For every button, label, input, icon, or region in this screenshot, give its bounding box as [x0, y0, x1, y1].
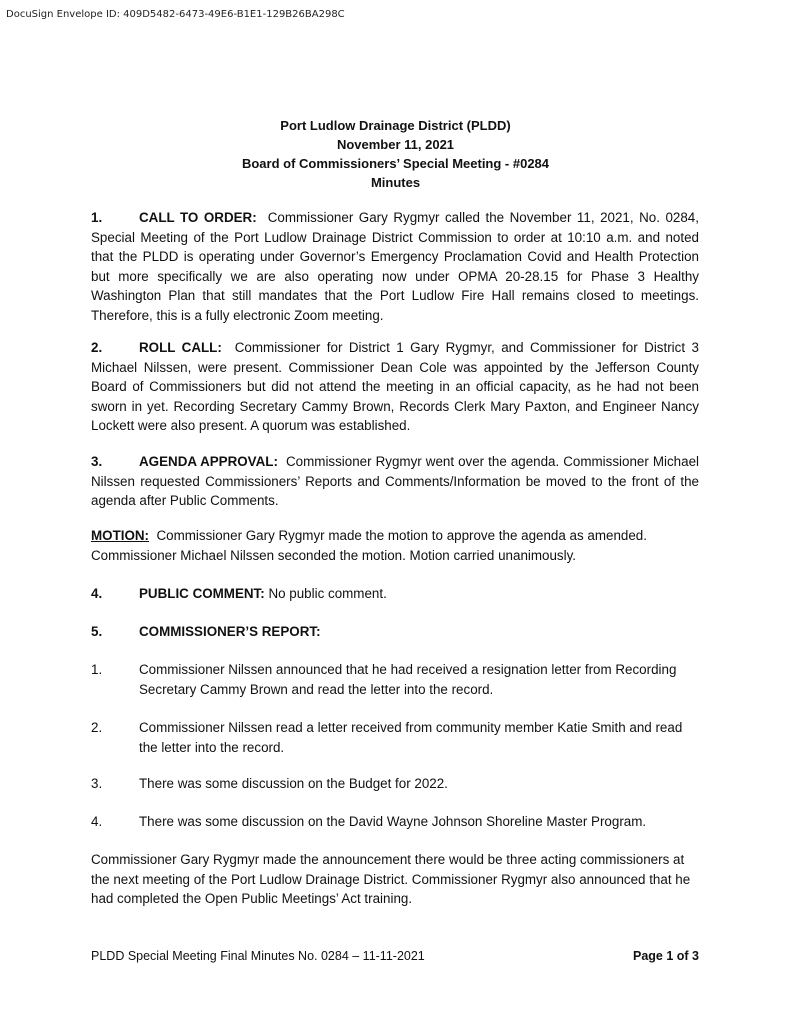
list-item [91, 812, 699, 832]
section-public-comment [91, 584, 699, 604]
list-item [91, 660, 699, 699]
section-heading: AGENDA APPROVAL: [139, 454, 278, 469]
list-item-number: 1. [91, 662, 103, 677]
section-text: Commissioner for District 1 Gary Rygmyr, and Commissioner for District 3 Michael Nilssen, were present. Commissioner Dean Cole was appointed by the Jefferson County Board of Commissioners but did not attend the meeting in an official capacity, as he had not been sworn in yet. Recording Secretary Cammy Brown, Records Clerk Mary Paxton, and Engineer Nancy Lockett were also present. A quorum was established. [91, 340, 699, 433]
closing-paragraph: Commissioner Gary Rygmyr made the announcement there would be three acting commissioners at the next meeting of the Port Ludlow Drainage District. Commissioner Rygmyr also announced that he had completed the Open Public Meetings’ Act training. [91, 852, 691, 906]
motion-text: Commissioner Gary Rygmyr made the motion to approve the agenda as amended. Commissioner Michael Nilssen seconded the motion. Motion carried unanimously. [91, 528, 647, 563]
section-text: No public comment. [268, 586, 387, 601]
section-number: 3. [91, 454, 103, 469]
section-text: Commissioner Gary Rygmyr called the November 11, 2021, No. 0284, Special Meeting of the Port Ludlow Drainage District Commission to order at 10:10 a.m. and noted that the PLDD is operating under Governor’s Emergency Proclamation Covid and Health Protection but more specifically we are also operating now under OPMA 20-28.15 for Phase 3 Healthy Washington Plan that still mandates that the Port Ludlow Fire Hall remains closed to meetings. Therefore, this is a fully electronic Zoom meeting. [91, 210, 699, 323]
section-number: 1. [91, 210, 103, 225]
section-heading: ROLL CALL: [139, 340, 222, 355]
header-date: November 11, 2021 [336, 137, 455, 152]
section-text: Commissioner Rygmyr went over the agenda. Commissioner Michael Nilssen requested Commissioners’ Reports and Comments/Information be moved to the front of the agenda after Public Comments. [91, 454, 699, 508]
motion-paragraph [91, 526, 699, 565]
footer-title: PLDD Special Meeting Final Minutes No. 0284 – 11-11-2021 [91, 949, 425, 963]
list-item [91, 718, 699, 757]
section-heading: COMMISSIONER’S REPORT: [139, 624, 321, 639]
section-heading: PUBLIC COMMENT: [139, 586, 265, 601]
section-heading: CALL TO ORDER: [139, 210, 257, 225]
envelope-id: DocuSign Envelope ID: 409D5482-6473-49E6-B1E1-129B26BA298C [6, 9, 345, 20]
page-number: Page 1 of 3 [633, 949, 699, 963]
list-item-number: 3. [91, 776, 103, 791]
header-minutes: Minutes [370, 175, 421, 190]
list-item-text: Commissioner Nilssen read a letter received from community member Katie Smith and read the letter into the record. [139, 720, 683, 755]
section-number: 4. [91, 586, 103, 601]
list-item-text: Commissioner Nilssen announced that he had received a resignation letter from Recording Secretary Cammy Brown and read the letter into the record. [139, 662, 677, 697]
document-header [0, 116, 791, 192]
section-number: 2. [91, 340, 103, 355]
motion-label: MOTION: [91, 528, 150, 543]
list-item-text: There was some discussion on the Budget for 2022. [139, 776, 448, 791]
page-footer [91, 949, 699, 963]
header-organization: Port Ludlow Drainage District (PLDD) [280, 118, 511, 133]
section-commissioners-report [91, 622, 699, 642]
header-meeting: Board of Commissioners’ Special Meeting - #0284 [241, 156, 550, 171]
list-item [91, 774, 699, 794]
section-roll-call [91, 338, 699, 436]
list-item-number: 2. [91, 720, 103, 735]
section-call-to-order [91, 208, 699, 325]
list-item-text: There was some discussion on the David Wayne Johnson Shoreline Master Program. [139, 814, 647, 829]
section-agenda-approval [91, 452, 699, 511]
list-item-number: 4. [91, 814, 103, 829]
section-number: 5. [91, 624, 103, 639]
